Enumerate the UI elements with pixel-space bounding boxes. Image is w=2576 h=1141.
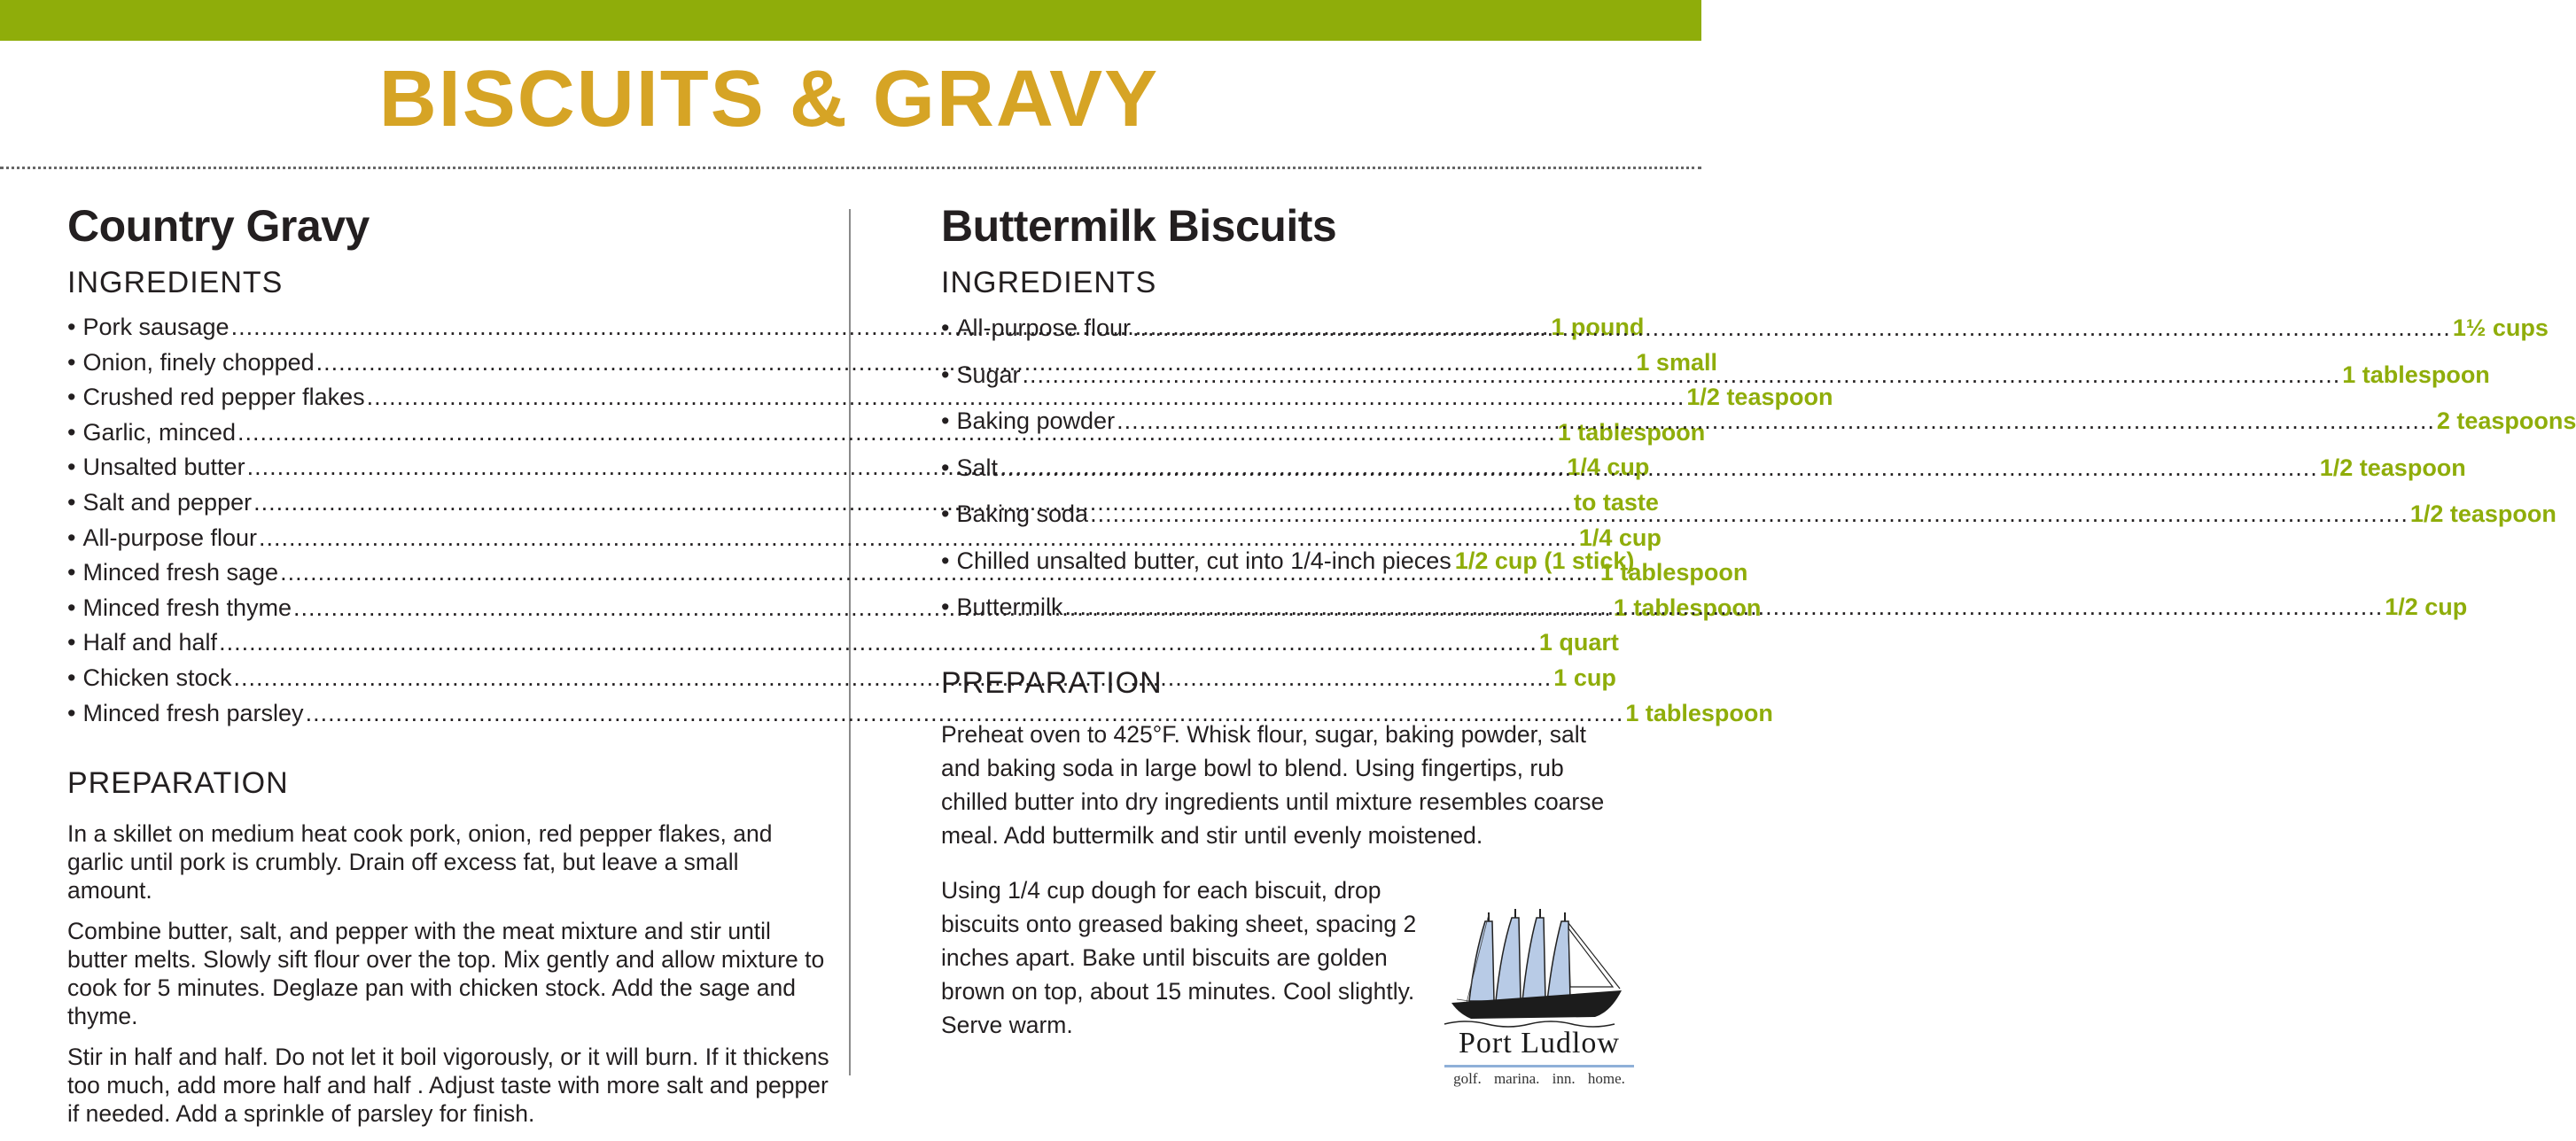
gravy-ingredients-heading: INGREDIENTS bbox=[67, 266, 284, 299]
ingredient-row: • Onion, finely chopped ..... 1 small bbox=[67, 345, 780, 381]
ingredient-name: Baking powder bbox=[956, 408, 1116, 434]
ingredient-row: • Minced fresh parsley ..... 1 tablespoon bbox=[67, 696, 780, 732]
ingredient-row: • All-purpose flour ..... 1½ cups bbox=[941, 305, 1601, 352]
ingredient-row: • Half and half ..... 1 quart bbox=[67, 625, 780, 661]
ingredient-amount: 1/2 teaspoon bbox=[2319, 454, 2466, 481]
ingredient-name: Garlic, minced bbox=[82, 418, 236, 446]
logo-underline bbox=[1444, 1065, 1634, 1067]
ingredient-name: Minced fresh parsley bbox=[82, 699, 304, 726]
ingredient-name: All-purpose flour bbox=[82, 524, 258, 551]
ingredient-row: • Minced fresh sage ..... 1 tablespoon bbox=[67, 555, 780, 591]
preparation-paragraph: Combine butter, salt, and pepper with the meat mixture and stir until butter melts. Slowly sift flour over the top. Mix gently and allow mixture to cook for 5 minutes. Deglaze pan with chicken stock. Add the sage and thyme. bbox=[67, 918, 825, 1030]
biscuits-title: Buttermilk Biscuits bbox=[941, 201, 1337, 251]
ingredient-name: Chilled unsalted butter, cut into 1/4-inch pieces bbox=[956, 547, 1451, 574]
ingredient-row: • Buttermilk ..... 1/2 cup bbox=[941, 584, 1601, 631]
ingredient-amount: 1 tablespoon bbox=[1625, 699, 1773, 726]
gravy-preparation-heading: PREPARATION bbox=[67, 766, 289, 801]
ingredient-name: Pork sausage bbox=[82, 314, 230, 340]
preparation-paragraph: In a skillet on medium heat cook pork, onion, red pepper flakes, and garlic until pork is crumbly. Drain off excess fat, but leave a small amount. bbox=[67, 820, 773, 904]
ingredient-name: Salt and pepper bbox=[82, 488, 253, 516]
gravy-title: Country Gravy bbox=[67, 201, 370, 251]
gravy-preparation bbox=[67, 819, 829, 1128]
page-title: BISCUITS & GRAVY bbox=[378, 55, 1160, 144]
ingredient-row: • Unsalted butter ..... 1/4 cup bbox=[67, 450, 780, 485]
top-color-bar bbox=[0, 0, 1701, 41]
logo-name: Port Ludlow bbox=[1459, 1027, 1620, 1060]
biscuits-preparation-heading: PREPARATION bbox=[941, 665, 1163, 700]
ingredient-name: Crushed red pepper flakes bbox=[82, 384, 365, 411]
dotted-divider bbox=[0, 167, 1701, 169]
ingredient-amount: 1 tablespoon bbox=[1599, 559, 1748, 586]
ingredient-row: • Minced fresh thyme ..... 1 tablespoon bbox=[67, 591, 780, 626]
ingredient-name: All-purpose flour bbox=[956, 314, 1132, 341]
ingredient-row: • Chicken stock ..... 1 cup bbox=[67, 661, 780, 696]
ingredient-row: • All-purpose flour ..... 1/4 cup bbox=[67, 521, 780, 556]
ingredient-amount: 1/2 teaspoon bbox=[1686, 384, 1833, 411]
ingredient-amount: 1 pound bbox=[1551, 314, 1645, 340]
ingredient-row: • Salt and pepper ..... to taste bbox=[67, 485, 780, 521]
ingredient-amount: 1 tablespoon bbox=[1613, 594, 1762, 621]
ingredient-amount: 2 teaspoons bbox=[2436, 408, 2576, 434]
ingredient-amount: 1½ cups bbox=[2452, 314, 2549, 341]
ingredient-amount: 1/2 cup (1 stick) bbox=[1454, 547, 1635, 574]
ingredient-row: • Baking soda ..... 1/2 teaspoon bbox=[941, 491, 1601, 538]
ingredient-amount: 1 small bbox=[1636, 348, 1717, 376]
ingredient-amount: 1 quart bbox=[1538, 629, 1619, 656]
ingredient-name: Unsalted butter bbox=[82, 454, 245, 481]
ingredient-amount: 1/2 teaspoon bbox=[2409, 501, 2557, 527]
ingredient-row: • Chilled unsalted butter, cut into 1/4-inch pieces 1/2 cup (1 stick) bbox=[941, 538, 1601, 585]
ingredient-name: Minced fresh thyme bbox=[82, 594, 292, 621]
ingredient-amount: 1 cup bbox=[1553, 664, 1616, 691]
preparation-paragraph: Using 1/4 cup dough for each biscuit, drop biscuits onto greased baking sheet, spacing 2 inches apart. Bake until biscuits are golden brown on top, about 15 minutes. Cool slightly. Serve warm. bbox=[941, 876, 1417, 1038]
ingredient-name: Onion, finely chopped bbox=[82, 348, 315, 376]
ingredient-name: Minced fresh sage bbox=[82, 559, 279, 586]
ingredient-amount: 1/2 cup bbox=[2385, 594, 2468, 620]
ingredient-row: • Sugar ..... 1 tablespoon bbox=[941, 352, 1601, 399]
ingredient-row: • Pork sausage ..... 1 pound bbox=[67, 310, 780, 345]
ingredient-name: Half and half bbox=[82, 629, 218, 656]
ingredient-row: • Crushed red pepper flakes ..... 1/2 teaspoon bbox=[67, 380, 780, 415]
ship-logo-icon bbox=[1439, 902, 1639, 1097]
ingredient-row: • Garlic, minced ..... 1 tablespoon bbox=[67, 415, 780, 451]
ingredient-name: Sugar bbox=[956, 361, 1021, 388]
preparation-paragraph: Preheat oven to 425°F. Whisk flour, sugar, baking powder, salt and baking soda in large bowl to blend. Using fingertips, rub chilled butter into dry ingredients until mixture resembles coarse meal. Add buttermilk and stir until evenly moistened. bbox=[941, 720, 1605, 849]
ingredient-amount: to taste bbox=[1573, 488, 1659, 516]
biscuits-ingredients-heading: INGREDIENTS bbox=[941, 266, 1157, 299]
preparation-paragraph: Stir in half and half. Do not let it boil vigorously, or it will burn. If it thickens too much, add more half and half . Adjust taste with more salt and pepper if needed. Add a sprinkle of parsley for finish. bbox=[67, 1044, 829, 1128]
ingredient-name: Chicken stock bbox=[82, 664, 232, 691]
ingredient-amount: 1/4 cup bbox=[1567, 454, 1650, 481]
ingredient-amount: 1 tablespoon bbox=[2342, 361, 2490, 388]
ingredient-row: • Salt ..... 1/2 teaspoon bbox=[941, 445, 1601, 492]
ingredient-amount: 1/4 cup bbox=[1578, 524, 1662, 551]
ingredient-name: Buttermilk bbox=[956, 594, 1063, 620]
ingredient-name: Baking soda bbox=[956, 501, 1089, 527]
ingredient-amount: 1 tablespoon bbox=[1557, 418, 1706, 446]
ingredient-row: • Baking powder ..... 2 teaspoons bbox=[941, 398, 1601, 445]
logo-tagline: golf. marina. inn. home. bbox=[1453, 1070, 1625, 1087]
ingredient-name: Salt bbox=[956, 454, 998, 481]
